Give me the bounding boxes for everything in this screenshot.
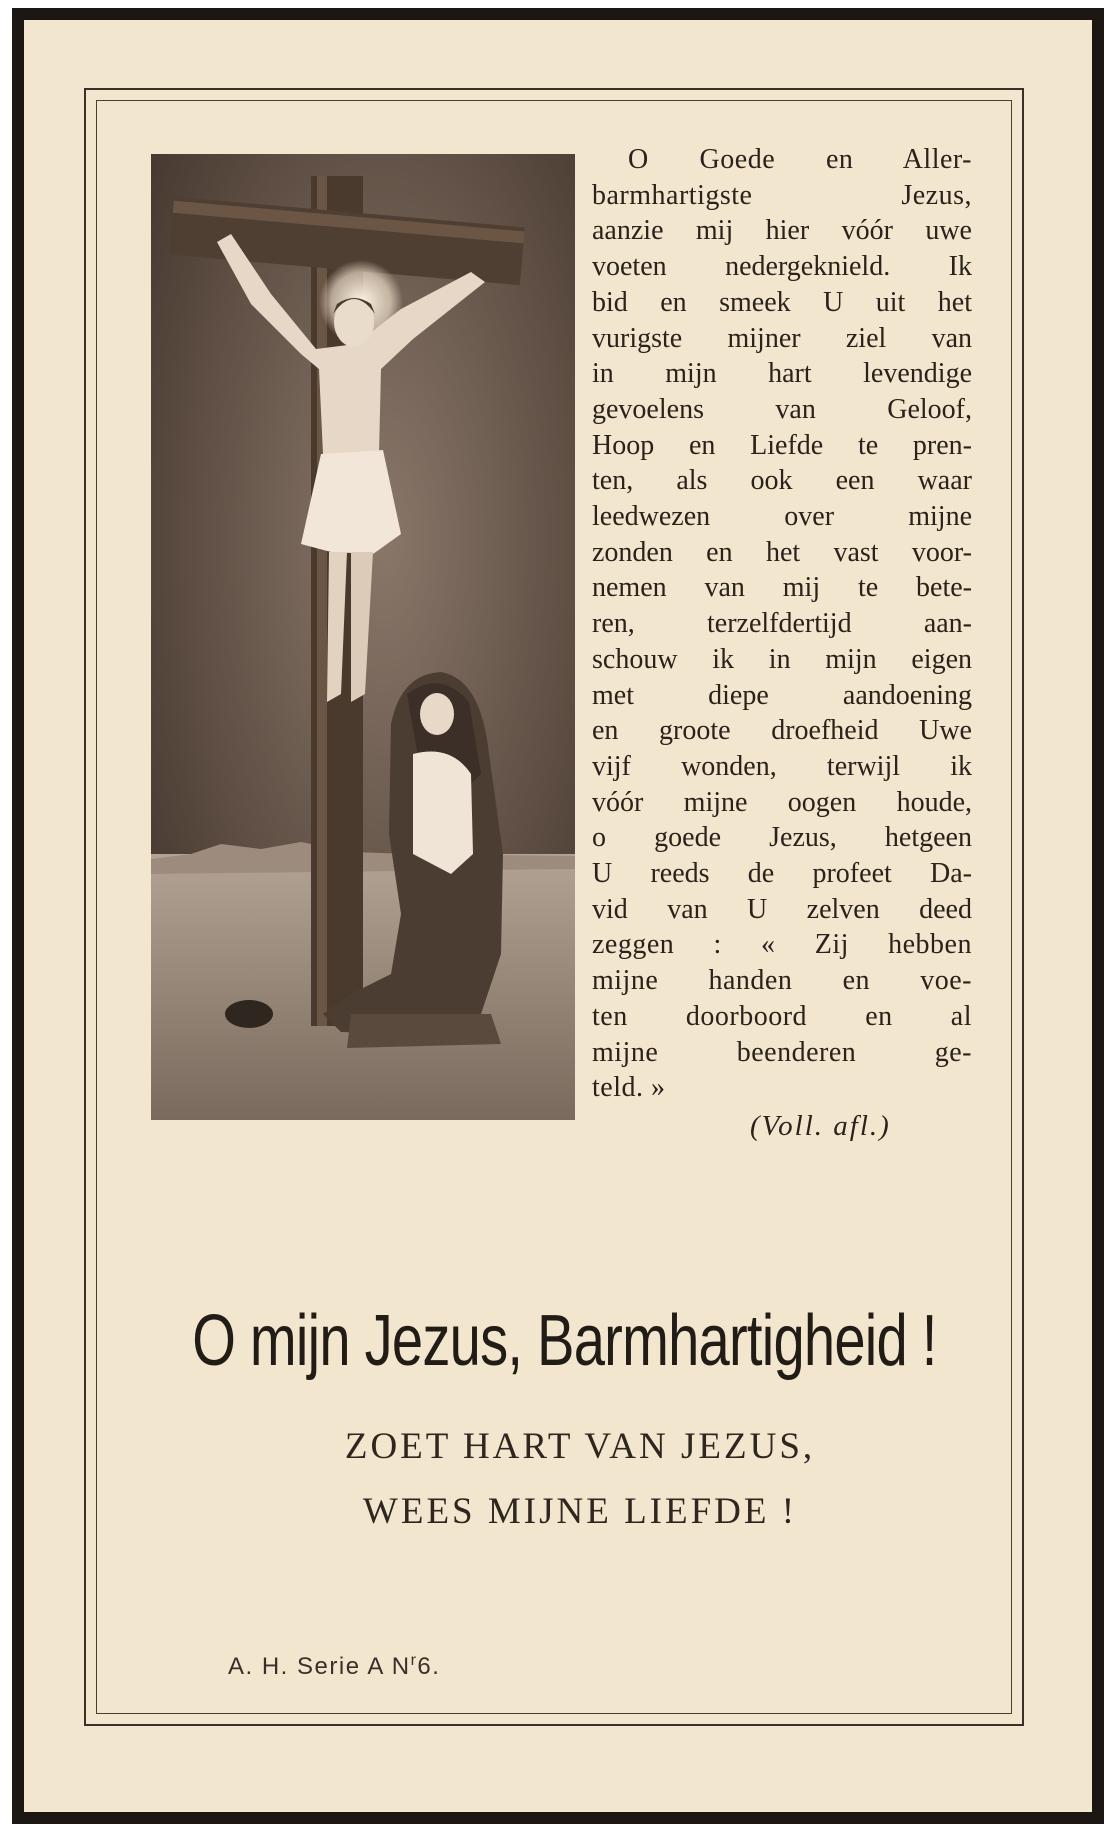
series-prefix: A. H. Serie A N (228, 1653, 411, 1680)
prayer-text (592, 142, 972, 1106)
series-value: 6. (417, 1653, 441, 1680)
prayer-line: vijf wonden, terwijl ik (592, 750, 972, 782)
prayer-line: in mijn hart levendige (592, 358, 972, 390)
prayer-line: o goede Jezus, hetgeen (592, 822, 972, 854)
prayer-line: ren, terzelfdertijd aan- (592, 608, 972, 640)
prayer-line: schouw ik in mijn eigen (592, 643, 972, 675)
prayer-line: zonden en het vast voor- (592, 536, 972, 568)
prayer-line: zeggen : « Zij hebben (592, 929, 972, 961)
prayer-line: ten doorboord en al (592, 1000, 972, 1032)
prayer-line: aanzie mij hier vóór uwe (592, 215, 972, 247)
prayer-line: gevoelens van Geloof, (592, 393, 972, 425)
prayer-line: bid en smeek U uit het (592, 286, 972, 318)
prayer-line: vid van U zelven deed (592, 893, 972, 925)
subtitle-line-1: ZOET HART VAN JEZUS, (344, 1426, 816, 1467)
prayer-line: mijne beenderen ge- (592, 1036, 972, 1068)
prayer-line: ten, als ook een waar (592, 465, 972, 497)
prayer-line: met diepe aandoening (592, 679, 972, 711)
crucifixion-illustration (151, 154, 575, 1120)
prayer-line: barmhartigste Jezus, (592, 179, 972, 211)
prayer-line: U reeds de profeet Da- (592, 858, 972, 890)
prayer-line: Hoop en Liefde te pren- (592, 429, 972, 461)
prayer-line: mijne handen en voe- (592, 965, 972, 997)
prayer-line: teld. » (592, 1072, 666, 1104)
series-number (228, 1652, 440, 1681)
main-invocation: O mijn Jezus, Barmhartigheid ! (192, 1301, 937, 1381)
prayer-line: vurigste mijner ziel van (592, 322, 972, 354)
prayer-line: vóór mijne oogen houde, (592, 786, 972, 818)
prayer-line: voeten nedergeknield. Ik (592, 251, 972, 283)
prayer-line: en groote droefheid Uwe (592, 715, 972, 747)
prayer-line: nemen van mij te bete- (592, 572, 972, 604)
prayer-line: leedwezen over mijne (592, 501, 972, 533)
series-sup: r (410, 1652, 418, 1669)
continued-note: (Voll. afl.) (750, 1110, 891, 1142)
subtitle-line-2: WEES MIJNE LIEFDE ! (362, 1491, 798, 1532)
prayer-line: O Goede en Aller- (628, 144, 972, 175)
